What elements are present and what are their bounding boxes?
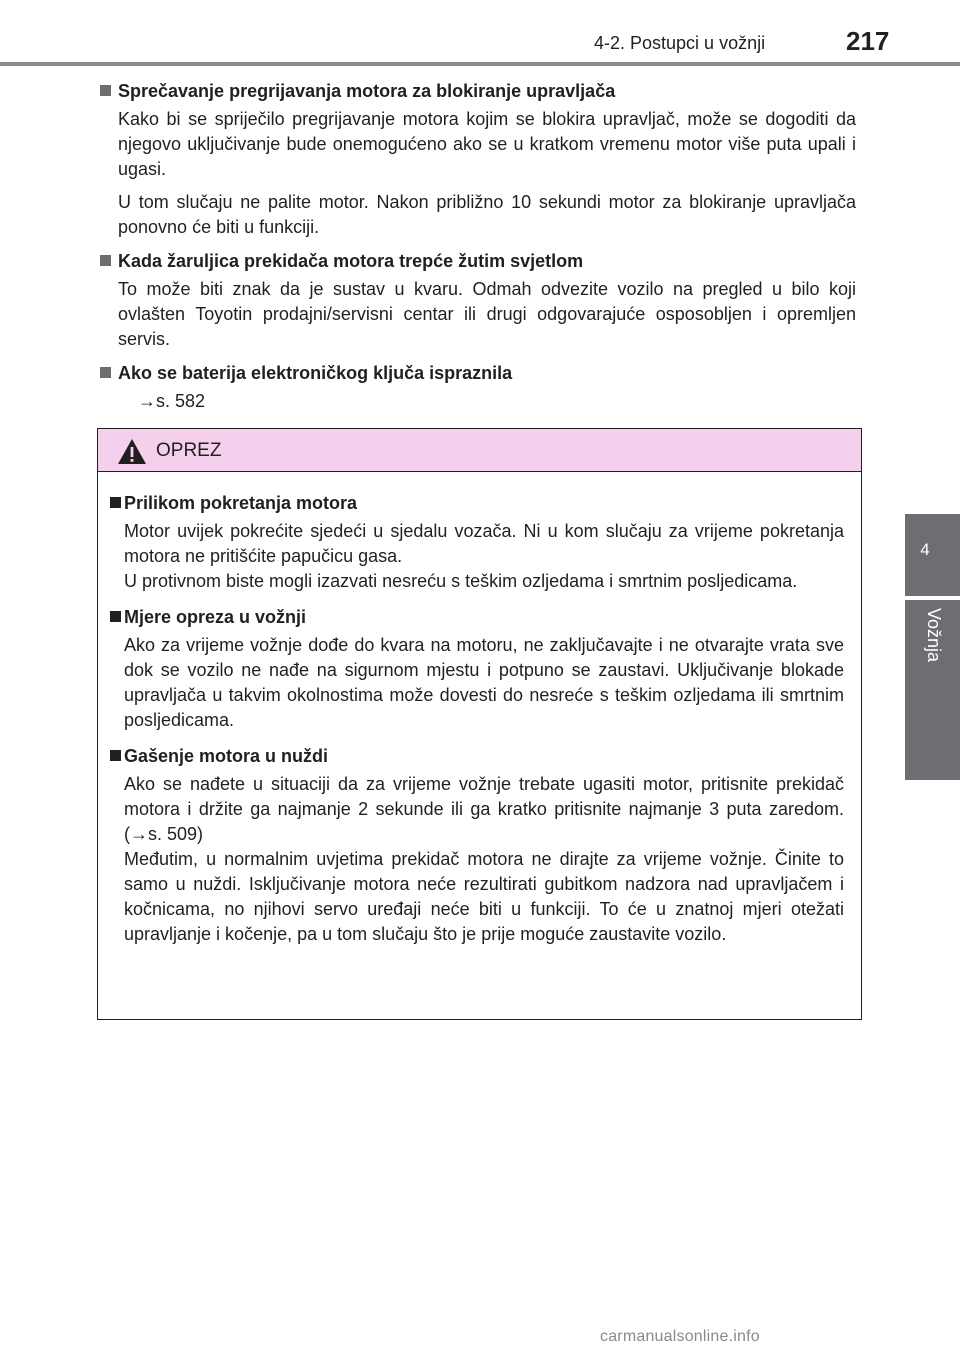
chapter-number: 4 [920,540,930,559]
caution-paragraph: Međutim, u normalnim uvjetima prekidač motora ne dirajte za vrijeme vožnje. Činite to samo u nuždi. Isključivanje motora neće rezultirati gubitkom nadzora nad upravljačem i kočnicama, no njihovi servo uređaji neće biti u funkciji. To će u znatnoj mjeri otežati upravljanje i kočenje, pa u tom slučaju što je prije moguće zaustavite vozilo. [124,849,844,944]
square-bullet-icon [100,367,111,378]
paragraph: U tom slučaju ne palite motor. Nakon približno 10 sekundi motor za blokiranje upravljača ponovno će biti u funkciji. [118,192,856,237]
header-rule [0,62,960,66]
square-bullet-icon [110,750,121,761]
section [98,78,856,240]
caution-paragraph: U protivnom biste mogli izazvati nesreću s teškim ozljedama i smrtnim posljedicama. [124,571,798,591]
paragraph: To može biti znak da je sustav u kvaru. Odmah odvezite vozilo na pregled u bilo koji ovlašten Toyotin prodajni/servisni centar ili drugi odgovarajuće osposobljen i opremljen servis. [118,279,856,349]
section-heading-text: Kada žaruljica prekidača motora trepće žutim svjetlom [118,251,584,271]
section-heading-text: Ako se baterija elektroničkog ključa ispraznila [118,363,513,383]
square-bullet-icon [110,611,121,622]
section [98,360,856,414]
warning-triangle-icon [117,438,147,465]
caution-heading-text: Prilikom pokretanja motora [124,493,358,513]
page-reference: →s. 582 [138,391,206,411]
square-bullet-icon [100,255,111,266]
square-bullet-icon [110,497,121,508]
section-title: 4-2. Postupci u vožnji [594,33,766,53]
square-bullet-icon [100,85,111,96]
caution-heading [110,490,844,516]
chapter-tab-title-bar [905,600,960,780]
section-heading [98,78,856,104]
caution-paragraph: Ako se nađete u situaciji da za vrijeme vožnje trebate ugasiti motor, pritisnite prekidač motora i držite ga najmanje 2 sekunde ili ga kratko pritisnite najmanje 3 puta zaredom. (→s. 509) [124,774,844,844]
caution-section [110,490,844,594]
caution-heading-text: Gašenje motora u nuždi [124,746,329,766]
section-heading [98,360,856,386]
caution-paragraph: Motor uvijek pokrećite sjedeći u sjedalu vozača. Ni u kom slučaju za vrijeme pokretanja motora ne pritišćite papučicu gasa. [124,521,844,566]
caution-section [110,743,844,947]
page-header [0,0,960,70]
caution-paragraph: Ako za vrijeme vožnje dođe do kvara na motoru, ne zaključavajte i ne otvarajte vrata sve dok se vozilo ne nađe na sigurnom mjestu i potpuno se zaustavi. Uključivanje blokade upravljača u takvim okolnostima može dovesti do nesreće s teškim ozljedama ili smrtnim posljedicama. [124,635,844,730]
watermark: carmanualsonline.info [600,1328,760,1345]
caution-label: OPREZ [156,440,222,461]
section-heading [98,248,856,274]
page-number: 217 [846,26,890,56]
caution-box [97,428,862,1020]
paragraph: Kako bi se spriječilo pregrijavanje motora kojim se blokira upravljač, može se dogoditi da njegovo uključivanje bude onemogućeno ako se u kratkom vremenu motor više puta upali i ugasi. [118,109,856,179]
section-heading-text: Sprečavanje pregrijavanja motora za blokiranje upravljača [118,81,616,101]
caution-section [110,604,844,733]
main-content [98,78,856,422]
caution-heading [110,604,844,630]
caution-body [98,472,861,947]
caution-header [98,429,861,472]
section [98,248,856,352]
caution-heading-text: Mjere opreza u vožnji [124,607,307,627]
chapter-title: Vožnja [924,608,944,663]
caution-heading [110,743,844,769]
